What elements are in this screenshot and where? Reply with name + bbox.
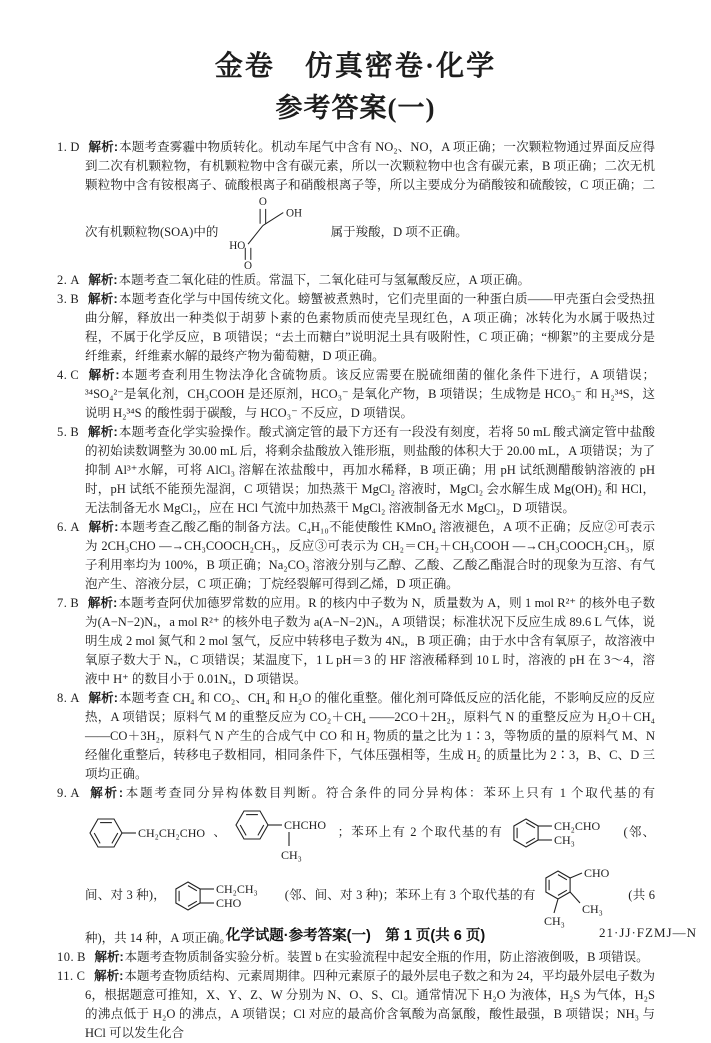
answer-item-8 [57, 689, 655, 784]
item-text: 本题考查雾霾中物质转化。机动车尾气中含有 NO₂、NO，A 项正确；一次颗粒物通过界面反应得到二次有机颗粒物，有机颗粒物中含有碳元素，所以一次颗粒物中也含有碳元素，B 项正确；二次无机颗粒物中含有铵根离子、硫酸根离子和硝酸根离子等，所以主要成分为硝酸铵和硫酸铵，C 项正确；二次有机颗粒物(SOA)中的 [85, 140, 655, 239]
atom-label: HO [229, 239, 246, 252]
item-answer: B [70, 596, 79, 610]
answer-item-2 [57, 271, 655, 290]
benzene-trisub-cho-ch3-ch3-structure [542, 863, 622, 929]
item-text: 本题考查物质制备实验分析。装置 b 在实验流程中起安全瓶的作用，防止溶液倒吸，B 项错误。 [124, 950, 649, 964]
item-answer: C [70, 368, 79, 382]
benzene-methylpropanal-structure [234, 803, 330, 863]
substituent-label: CHO [583, 866, 610, 880]
substituent-label: CH₃ [554, 833, 576, 847]
item-answer: B [77, 950, 86, 964]
item-text: 本题考查化学实验操作。酸式滴定管的最下方还有一段没有刻度，若将 50 mL 酸式滴定管中盐酸的初始读数调整为 30.00 mL 后，将剩余盐酸放入锥形瓶，则盐酸的体积大于 20.00 mL，A 项错误；为了抑制 Al³⁺水解，可将 AlCl₃ 溶解在浓盐酸中，再加水稀释，B 项正确；用 pH 试纸测醋酸钠溶液的 pH 时，pH 试纸不能预先湿润，C 项错误；加热蒸干 MgCl₂ 溶液时，MgCl₂ 会水解生成 Mg(OH)₂ 和 HCl，无法制备无水 MgCl₂，应在 HCl 气流中加热蒸干 MgCl₂ 溶液制备无水 MgCl₂，D 项错误。 [85, 425, 655, 515]
analysis-label: 解析: [88, 273, 118, 287]
item-text: 本题考查阿伏加德罗常数的应用。R 的核内中子数为 N，质量数为 A，则 1 mol R²⁺ 的核外电子数为(A−N−2)Nₐ，a mol R²⁺ 的核外电子数为 a(A−N−2)Nₐ，A 项错误；标准状况下反应生成 89.6 L 气体，说明生成 2 mol 氮气和 2 mol 氢气，反应中转移电子数为 4Nₐ，B 项正确；由于水中含有氧原子，故溶液中氧原子数大于 Nₐ，C 项错误；某温度下，1 L pH＝3 的 HF 溶液稀释到 10 L 时，溶液的 pH 在 3～4，溶液中 H⁺ 的数目小于 0.01Nₐ，D 项错误。 [85, 596, 655, 686]
item-text: (共 6 种)，共 14 种，A 项正确。 [85, 887, 656, 945]
answer-item-10 [57, 948, 655, 967]
item-answer: C [76, 969, 86, 983]
item-text: ；苯环上有 2 个取代基的有 [337, 824, 503, 839]
analysis-label: 解析: [87, 368, 120, 382]
analysis-label: 解析: [94, 969, 124, 983]
item-text: 、 [213, 824, 227, 839]
item-number: 5. [57, 425, 68, 439]
atom-label: OH [286, 207, 303, 220]
atom-label: O [244, 260, 253, 271]
answer-item-4 [57, 366, 655, 423]
atom-label: O [259, 196, 268, 209]
benzene-disub-ch2ch3-cho-structure [172, 874, 278, 918]
document-header [0, 0, 711, 124]
item-text: 属于羧酸，D 项不正确。 [330, 224, 468, 239]
analysis-label: 解析: [88, 520, 119, 534]
item-number: 8. [57, 691, 68, 705]
answer-item-6 [57, 518, 655, 594]
item-text: (邻、间、对 3 种)， [85, 824, 656, 902]
item-answer: A [70, 691, 80, 705]
page-subtitle: 参考答案(一) [275, 93, 436, 123]
item-number: 11. [57, 969, 74, 983]
footer-title-page-number: 化学试题·参考答案(一) 第 1 页(共 6 页) [225, 928, 486, 944]
answer-item-11 [57, 967, 655, 1043]
item-answer: B [70, 292, 79, 306]
item-text: 本题考查乙酸乙酯的制备方法。C₄H₁₀不能使酸性 KMnO₄ 溶液褪色，A 项不正确；反应②可表示为 2CH₃CHO —→CH₃COOCH₂CH₃，反应③可表示为 CH₂＝CH₂＋CH₃COOH —→CH₃COOCH₂CH₃，原子利用率均为 100%，B 项正确；Na₂CO₃ 溶液分别与乙醇、乙酸、乙酸乙酯混合时的现象为互溶、有气泡产生、溶液分层，C 项正确；丁烷经裂解可得到乙烯，D 项正确。 [85, 520, 655, 591]
item-number: 3. [57, 292, 68, 306]
substituent-label: CH₂CH₂CHO [138, 826, 206, 840]
item-number: 1. [57, 140, 68, 154]
item-answer: A [70, 786, 80, 800]
answer-item-7 [57, 594, 655, 689]
substituent-label: CHO [216, 896, 242, 910]
item-text: 本题考查化学与中国传统文化。螃蟹被煮熟时，它们壳里面的一种蛋白质——甲壳蛋白会受热扭曲分解，释放出一种类似于胡萝卜素的色素物质而使壳呈现红色，A 项正确；冰转化为水属于吸热过程，不属于化学反应，B 项错误；“去土而糖白”说明泥土具有吸附性，C 项正确；“柳絮”的主要成分是纤维素，纤维素水解的最终产物为葡萄糖，D 项正确。 [85, 292, 655, 363]
page-title: 金卷 仿真密卷·化学 [214, 51, 497, 82]
item-number: 6. [57, 520, 68, 534]
item-number: 4. [57, 368, 68, 382]
footer-code: 21·JJ·FZMJ—N [599, 925, 697, 940]
item-answer: B [70, 425, 79, 439]
item-text: 本题考查利用生物法净化含硫物质。该反应需要在脱硫细菌的催化条件下进行，A 项错误；³⁴SO₄²⁻是氧化剂，CH₃COOH 是还原剂，HCO₃⁻ 是氧化产物，B 项错误；生成物是 HCO₃⁻ 和 H₂³⁴S，这说明 H₂³⁴S 的酸性弱于碳酸，与 HCO₃⁻ 不反应，D 项错误。 [85, 368, 655, 420]
page-footer [0, 924, 711, 948]
answer-list [57, 138, 655, 1043]
substituent-label: CH₃ [281, 848, 303, 862]
analysis-label: 解析: [87, 425, 118, 439]
substituent-label: CH₂CH₃ [216, 882, 259, 896]
analysis-label: 解析: [88, 140, 118, 154]
substituent-label: CHCHO [284, 818, 327, 832]
benzene-disub-ch2cho-ch3-structure [510, 811, 616, 855]
analysis-label: 解析: [87, 292, 118, 306]
item-text: 本题考查物质结构、元素周期律。四种元素原子的最外层电子数之和为 24，平均最外层电子数为 6，根据题意可推知，X、Y、Z、W 分别为 N、O、S、Cl。通常情况下 H₂O 为液体，H₂S 为气体，H₂S 的沸点低于 H₂O 的沸点，A 项错误；Cl 对应的最高价含氧酸为高氯酸，酸性最强，B 项错误；NH₃ 与 HCl 可以发生化合 [85, 969, 655, 1040]
answer-item-5 [57, 423, 655, 518]
item-number: 2. [57, 273, 68, 287]
item-number: 10. [57, 950, 75, 964]
analysis-label: 解析: [88, 691, 118, 705]
analysis-label: 解析: [88, 786, 123, 800]
analysis-label: 解析: [94, 950, 124, 964]
item-number: 7. [57, 596, 68, 610]
substituent-label: CH₂CHO [554, 819, 601, 833]
item-answer: A [70, 520, 80, 534]
item-text: 本题考查同分异构体数目判断。符合条件的同分异构体：苯环上只有 1 个取代基的有 [123, 786, 655, 800]
oxalic-acid-structure [224, 195, 324, 271]
answer-item-3 [57, 290, 655, 366]
benzene-phenylpropanal-structure [88, 811, 206, 855]
item-number: 9. [57, 786, 68, 800]
substituent-label: CH₃ [543, 914, 565, 928]
analysis-label: 解析: [87, 596, 118, 610]
substituent-label: CH₃ [581, 902, 603, 916]
item-answer: D [70, 140, 80, 154]
item-text: (邻、间、对 3 种)；苯环上有 3 个取代基的有 [284, 887, 536, 902]
answer-item-1 [57, 138, 655, 271]
item-text: 本题考查二氧化硅的性质。常温下，二氧化硅可与氢氟酸反应，A 项正确。 [118, 273, 531, 287]
item-text: 本题考查 CH₄ 和 CO₂、CH₄ 和 H₂O 的催化重整。催化剂可降低反应的活化能，不影响反应的反应热，A 项错误；原料气 M 的重整反应为 CO₂＋CH₄ ——2CO＋2H₂，原料气 N 的重整反应为 H₂O＋CH₄ ——CO＋3H₂，原料气 N 产生的合成气中 CO 和 H₂ 物质的量之比为 1∶3，等物质的量的原料气 M、N 经催化重整后，转移电子数相同，相同条件下，气体压强相等，生成 H₂ 的质量比为 2∶3，B、C、D 三项均正确。 [85, 691, 655, 781]
item-answer: A [70, 273, 80, 287]
